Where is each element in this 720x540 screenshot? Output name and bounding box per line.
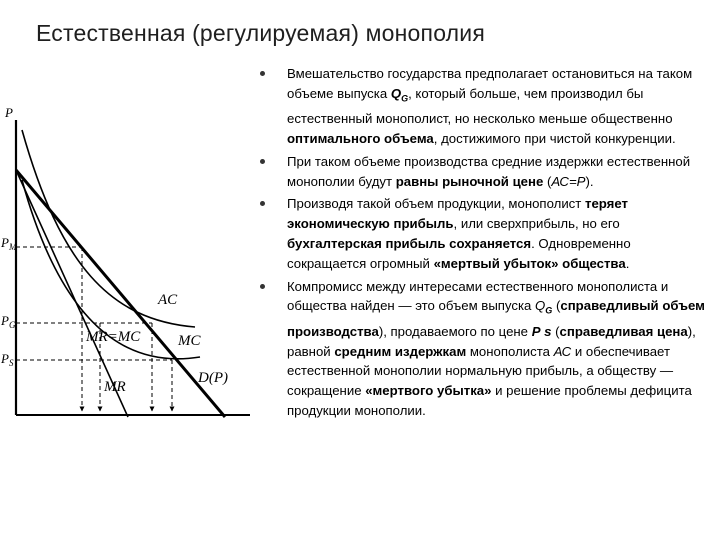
mr-mc-label: MR=MC bbox=[86, 329, 141, 345]
bullet-text-part: ( bbox=[552, 298, 561, 314]
pg-label: $P_G$ bbox=[1, 313, 16, 330]
ac-label: AC bbox=[158, 292, 178, 308]
bullet-dot bbox=[260, 284, 265, 289]
bullet-text-part: и обеспечивает естественной монополии нормальную прибыль, а обществу — сокращение bbox=[287, 343, 674, 399]
bullet-text-part: монополиста bbox=[466, 343, 554, 359]
bullet-text-part: АС bbox=[553, 343, 572, 359]
bullet-text-part: и решение проблемы дефицита продукции монополии. bbox=[287, 383, 692, 419]
bullet-text bbox=[287, 152, 713, 192]
bullet-text-part: Компромисс между интересами естественного монополиста и общества найден — это объем выпуска bbox=[287, 278, 669, 314]
mr-label: MR bbox=[104, 379, 126, 395]
bullet-text-part: , или сверхприбыль, но его bbox=[453, 216, 620, 232]
bullet-text-part: оптимального объема bbox=[287, 131, 434, 147]
demand-label: D(P) bbox=[198, 370, 228, 386]
bullet-item bbox=[258, 194, 713, 273]
ps-label: $P_S$ bbox=[1, 351, 14, 368]
bullet-text-part: , достижимого при чистой конкуренции. bbox=[433, 131, 676, 147]
bullet-text-part: ( bbox=[543, 173, 552, 189]
bullet-text bbox=[287, 64, 713, 149]
bullet-text-part: ( bbox=[551, 323, 560, 339]
bullet-item bbox=[258, 152, 713, 192]
bullet-text-part: равны рыночной цене bbox=[395, 173, 544, 189]
bullet-text-part: Вмешательство государства предполагает остановиться на таком объеме выпуска bbox=[287, 66, 693, 101]
bullet-text-part: АС=Р bbox=[551, 173, 586, 189]
bullet-text bbox=[287, 194, 713, 273]
bullet-item bbox=[258, 277, 713, 421]
bullet-dot bbox=[260, 159, 265, 164]
bullet-text-part: Р s bbox=[531, 323, 552, 339]
bullet-text-part: . Одновременно сокращается огромный bbox=[287, 236, 631, 271]
bullet-text-part: «мертвого убытка» bbox=[365, 383, 492, 399]
bullet-text-part: Производя такой объем продукции, монополист bbox=[287, 196, 585, 212]
bullet-item bbox=[258, 64, 713, 149]
bullet-text-part: ), равной bbox=[287, 323, 696, 359]
bullet-text-part: . bbox=[625, 255, 630, 271]
mc-label: MC bbox=[178, 333, 201, 349]
bullet-text-part: теряет экономическую прибыль bbox=[287, 196, 628, 232]
bullet-text-part: Q bbox=[535, 298, 546, 314]
bullet-text-part: ), продаваемого по цене bbox=[378, 323, 532, 339]
bullet-list bbox=[258, 64, 713, 421]
bullet-text-part: При таком объеме производства средние издержки естественной монополии будут bbox=[287, 153, 691, 189]
bullet-text-part: , который больше, чем производил бы естественный монополист, но несколько меньше общественно bbox=[287, 85, 673, 127]
bullet-text-part: бухгалтерская прибыль сохраняется bbox=[287, 236, 532, 252]
bullet-text bbox=[287, 277, 713, 421]
bullet-text-part: «мертвый убыток» общества bbox=[433, 255, 626, 271]
bullet-text-part: Q bbox=[390, 85, 402, 101]
bullet-text-part: средним издержкам bbox=[334, 343, 467, 359]
bullet-text-part: справедливый объем производства bbox=[287, 298, 705, 339]
bullet-text-part: ). bbox=[585, 173, 594, 189]
pm-label: $P_M$ bbox=[1, 235, 17, 252]
bullet-dot bbox=[260, 71, 265, 76]
bullet-text-part: справедливая цена bbox=[559, 323, 688, 339]
y-axis-label: P bbox=[5, 105, 13, 120]
slide-title: Естественная (регулируемая) монополия bbox=[36, 20, 486, 46]
bullet-text-part: G bbox=[545, 306, 553, 317]
natural-monopoly-graph bbox=[0, 95, 260, 445]
bullet-text-part: G bbox=[401, 93, 409, 104]
bullet-dot bbox=[260, 201, 265, 206]
